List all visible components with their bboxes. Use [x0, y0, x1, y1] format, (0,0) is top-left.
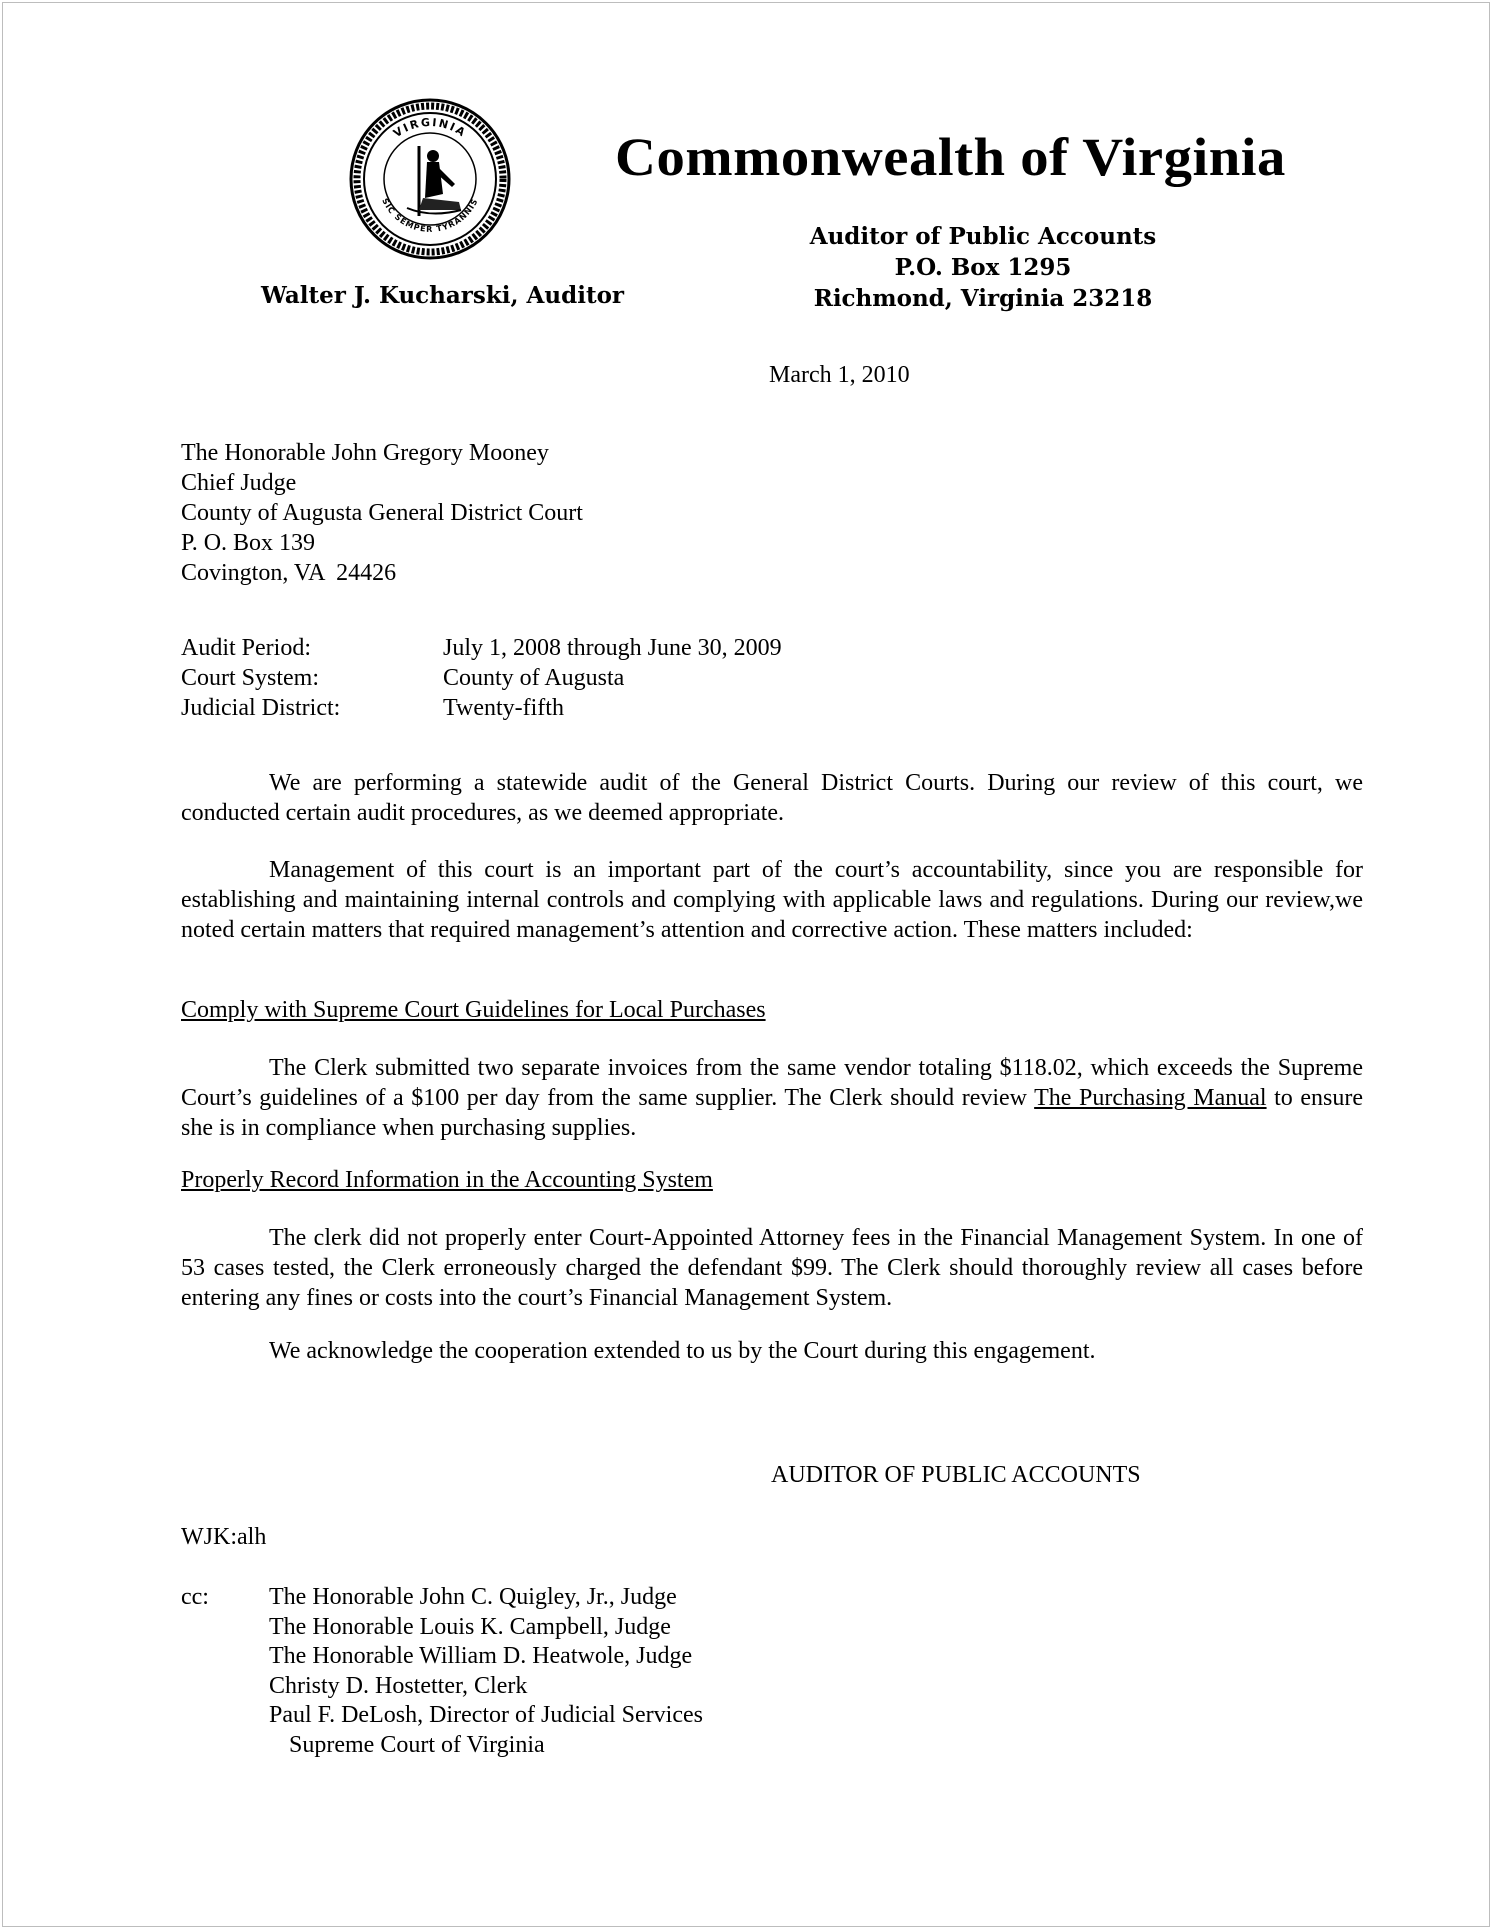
finding-1-heading: Comply with Supreme Court Guidelines for Local Purchases: [181, 997, 766, 1023]
audit-info-value: Twenty-fifth: [443, 695, 564, 721]
cc-recipient: Supreme Court of Virginia: [289, 1731, 545, 1758]
signature-block: AUDITOR OF PUBLIC ACCOUNTS: [771, 1462, 1141, 1488]
cc-recipient: The Honorable William D. Heatwole, Judge: [269, 1643, 693, 1669]
cc-recipient: Christy D. Hostetter, Clerk: [269, 1672, 528, 1699]
auditor-name: Walter J. Kucharski, Auditor: [261, 282, 625, 309]
cc-recipient: Paul F. DeLosh, Director of Judicial Services: [269, 1702, 703, 1728]
finding-2-heading: Properly Record Information in the Accounting System: [181, 1167, 713, 1193]
cc-label: cc:: [181, 1584, 209, 1610]
recipient-name: The Honorable John Gregory Mooney: [181, 440, 549, 466]
finding-1-text-start: The Clerk submitted two separate invoices from the same vendor totaling $118.02, which exceeds the Supreme Court’s guidelines of a $100 per day from the same supplier. The Clerk should review: [181, 1055, 1363, 1111]
letter-date: March 1, 2010: [769, 362, 910, 388]
finding-2-paragraph: The clerk did not properly enter Court-Appointed Attorney fees in the Financial Management System. In one of 53 cases tested, the Clerk erroneously charged the defendant $99. The Clerk should thoroughly review all cases before entering any fines or costs into the court’s Financial Management System.: [181, 1225, 1363, 1311]
audit-info-value: July 1, 2008 through June 30, 2009: [443, 635, 782, 661]
letter-page: [2, 2, 1490, 1927]
office-address: [753, 221, 1213, 314]
audit-info-row: [181, 693, 782, 723]
intro-paragraph: We are performing a statewide audit of the General District Courts. During our review of this court, we conducted certain audit procedures, as we deemed appropriate.: [181, 770, 1363, 826]
cc-list: [269, 1583, 703, 1760]
management-paragraph: Management of this court is an important part of the court’s accountability, since you are responsible for establishing and maintaining internal controls and complying with applicable laws and regulations. During our review,we noted certain matters that required management’s attention and corrective action. These matters included:: [181, 857, 1363, 943]
audit-info-row: [181, 663, 782, 693]
audit-info-value: County of Augusta: [443, 665, 625, 691]
letterhead-title: Commonwealth of Virginia: [615, 127, 1286, 187]
recipient-court: County of Augusta General District Court: [181, 500, 583, 526]
finding-1-paragraph: [181, 1053, 1363, 1143]
cc-recipient: The Honorable John C. Quigley, Jr., Judge: [269, 1584, 677, 1610]
recipient-title: Chief Judge: [181, 470, 297, 496]
cc-recipient: The Honorable Louis K. Campbell, Judge: [269, 1613, 671, 1640]
audit-info-label: Judicial District:: [181, 695, 341, 721]
audit-info-label: Audit Period:: [181, 635, 311, 661]
office-name: Auditor of Public Accounts: [809, 223, 1157, 250]
office-city: Richmond, Virginia 23218: [813, 285, 1153, 312]
audit-info-label: Court System:: [181, 665, 320, 691]
virginia-seal-icon: [349, 98, 511, 260]
svg-text:VIRGINIA: VIRGINIA: [391, 115, 469, 141]
purchasing-manual-reference: The Purchasing Manual: [1034, 1085, 1267, 1111]
office-po-box: P.O. Box 1295: [894, 254, 1072, 281]
recipient-po-box: P. O. Box 139: [181, 530, 316, 556]
initials: WJK:alh: [181, 1524, 267, 1550]
finding-1-text-end: to ensure she is in compliance when purchasing supplies.: [181, 1085, 1364, 1141]
audit-info-row: [181, 633, 782, 663]
audit-info: [181, 633, 782, 723]
svg-text:SIC SEMPER TYRANNIS: SIC SEMPER TYRANNIS: [380, 196, 480, 234]
closing-paragraph: We acknowledge the cooperation extended to us by the Court during this engagement.: [269, 1338, 1096, 1364]
recipient-city: Covington, VA 24426: [181, 560, 397, 586]
recipient-address: [181, 438, 583, 588]
